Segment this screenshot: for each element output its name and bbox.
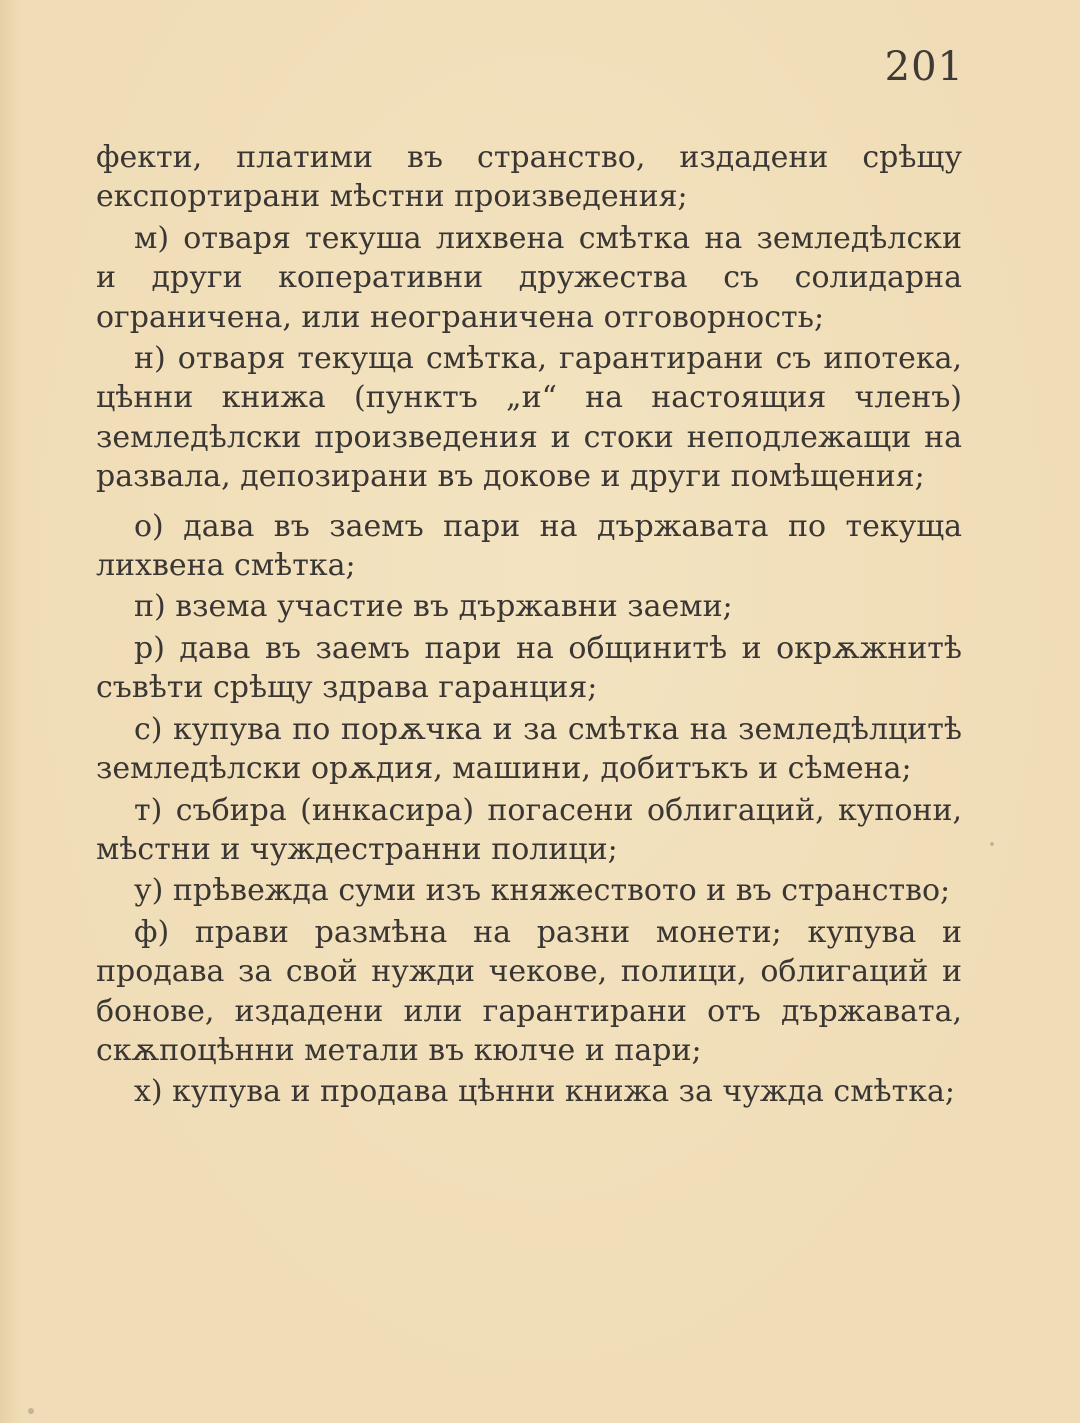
paragraph-item-m: м) отваря текуша лихвена смѣтка на земледѣлски и други коперативни дружества съ солидарна ограничена, или неограничена отговорность; [96,220,962,335]
paragraph-item-f: ф) прави размѣна на разни монети; купува и продава за свой нужди чекове, полици, облигаций и бонове, издадени или гарантирани отъ държавата, скѫпоцѣнни метали въ кюлче и пари; [96,914,962,1068]
paragraph-item-s: с) купува по порѫчка и за смѣтка на земледѣлцитѣ земледѣлски орѫдия, машини, добитъкъ и сѣмена; [96,711,962,787]
body-text [96,138,962,1112]
paragraph-item-r: р) дава въ заемъ пари на общинитѣ и окрѫжнитѣ съвѣти срѣщу здрава гаранция; [96,630,962,706]
page-number: 201 [884,44,964,90]
paragraph-item-o: о) дава въ заемъ пари на държавата по текуща лихвена смѣтка; [96,508,962,584]
paragraph-item-p: п) взема участие въ държавни заеми; [134,589,733,625]
paper-speck [990,842,994,846]
paragraph-continuation: фекти, платими въ странство, издадени срѣщу експортирани мѣстни произведения; [96,140,962,215]
paper-speck [28,1408,34,1414]
paragraph-item-n: н) отваря текуща смѣтка, гарантирани съ ипотека, цѣнни книжа (пунктъ „и“ на настоящия членъ) земледѣлски произведения и стоки неподлежащи на развала, депозирани въ докове и други помѣщения; [96,341,962,495]
paragraph-item-h: х) купува и продава цѣнни книжа за чужда смѣтка; [134,1074,955,1110]
paragraph-item-t: т) събира (инкасира) погасени облигаций, купони, мѣстни и чуждестранни полици; [96,792,962,867]
paragraph-item-u: у) прѣвежда суми изъ княжеството и въ странство; [134,873,951,909]
